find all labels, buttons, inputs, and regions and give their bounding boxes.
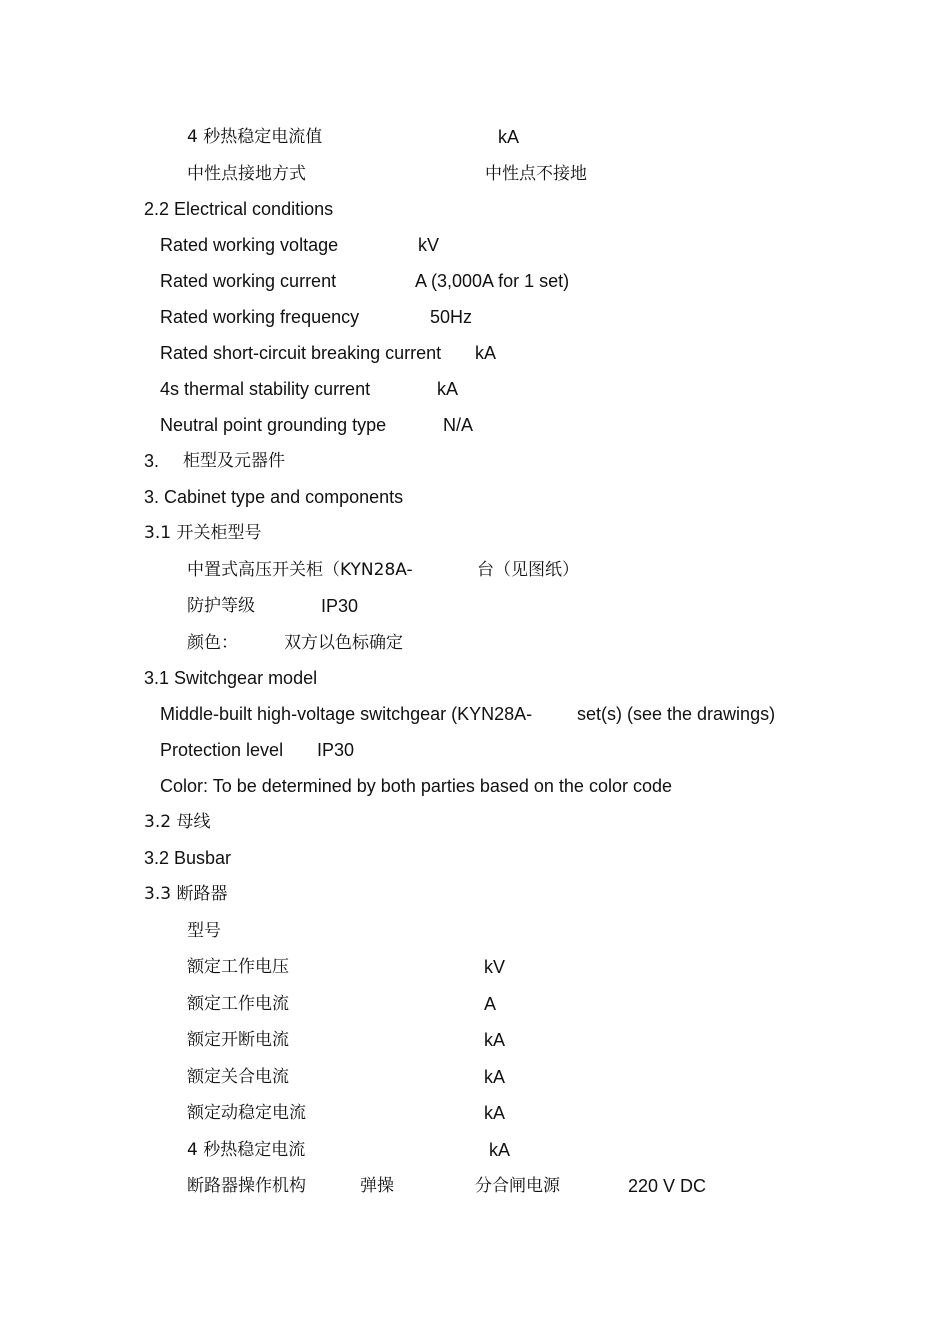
- item-value: kA: [475, 343, 497, 363]
- item-label: 中置式高压开关柜（KYN28A-: [187, 560, 413, 580]
- heading-text: 3.1 开关柜型号: [144, 523, 262, 543]
- item-label: 4s thermal stability current: [160, 379, 371, 399]
- item-label: Middle-built high-voltage switchgear (KYN28A-: [160, 704, 533, 724]
- item-value: kA: [484, 1067, 506, 1087]
- item-label: Color: To be determined by both parties based on the color code: [160, 776, 672, 796]
- item-label: 额定开断电流: [187, 1030, 289, 1050]
- item-label: Rated working voltage: [160, 235, 339, 255]
- heading-number: 3.: [144, 451, 160, 471]
- heading-text: 3.3 断路器: [144, 884, 228, 904]
- item-value: 中性点不接地: [485, 164, 587, 184]
- item-label: 颜色：: [187, 633, 238, 653]
- item-value: 弹操: [360, 1176, 394, 1196]
- item-label: 额定动稳定电流: [187, 1103, 306, 1123]
- item-value: kV: [484, 957, 506, 977]
- item-label: Neutral point grounding type: [160, 415, 387, 435]
- item-value: kA: [484, 1103, 506, 1123]
- item-value: A: [484, 994, 497, 1014]
- item-value: kA: [489, 1140, 511, 1160]
- item-label: 型号: [187, 921, 221, 941]
- item-label-2: 分合闸电源: [475, 1176, 560, 1196]
- heading-text: 2.2 Electrical conditions: [144, 199, 334, 219]
- heading-text: 3. Cabinet type and components: [144, 487, 404, 507]
- item-label: 4 秒热稳定电流值: [187, 127, 323, 147]
- item-value: 双方以色标确定: [284, 633, 403, 653]
- item-label: 4 秒热稳定电流: [187, 1140, 306, 1160]
- item-label: 额定工作电流: [187, 994, 289, 1014]
- item-value: kV: [418, 235, 440, 255]
- item-value: IP30: [317, 740, 355, 760]
- item-label: 断路器操作机构: [187, 1176, 306, 1196]
- heading-text: 3.2 母线: [144, 812, 211, 832]
- item-value: IP30: [321, 596, 359, 616]
- item-label: 额定关合电流: [187, 1067, 289, 1087]
- item-value: set(s) (see the drawings): [577, 704, 776, 724]
- heading-text: 3.2 Busbar: [144, 848, 232, 868]
- item-label: Rated short-circuit breaking current: [160, 343, 442, 363]
- item-value: A (3,000A for 1 set): [415, 271, 570, 291]
- item-value: kA: [498, 127, 520, 147]
- item-label: 额定工作电压: [187, 957, 289, 977]
- item-value: 50Hz: [430, 307, 473, 327]
- item-label: Protection level: [160, 740, 284, 760]
- item-label: 防护等级: [187, 596, 255, 616]
- heading-text: 3.1 Switchgear model: [144, 668, 318, 688]
- item-value: N/A: [443, 415, 474, 435]
- item-value: kA: [484, 1030, 506, 1050]
- item-label: Rated working current: [160, 271, 337, 291]
- item-value: kA: [437, 379, 459, 399]
- item-label: Rated working frequency: [160, 307, 360, 327]
- item-value-2: 220 V DC: [628, 1176, 707, 1196]
- item-value: 台（见图纸）: [477, 560, 579, 580]
- heading-text: 柜型及元器件: [183, 451, 285, 471]
- item-label: 中性点接地方式: [187, 164, 306, 184]
